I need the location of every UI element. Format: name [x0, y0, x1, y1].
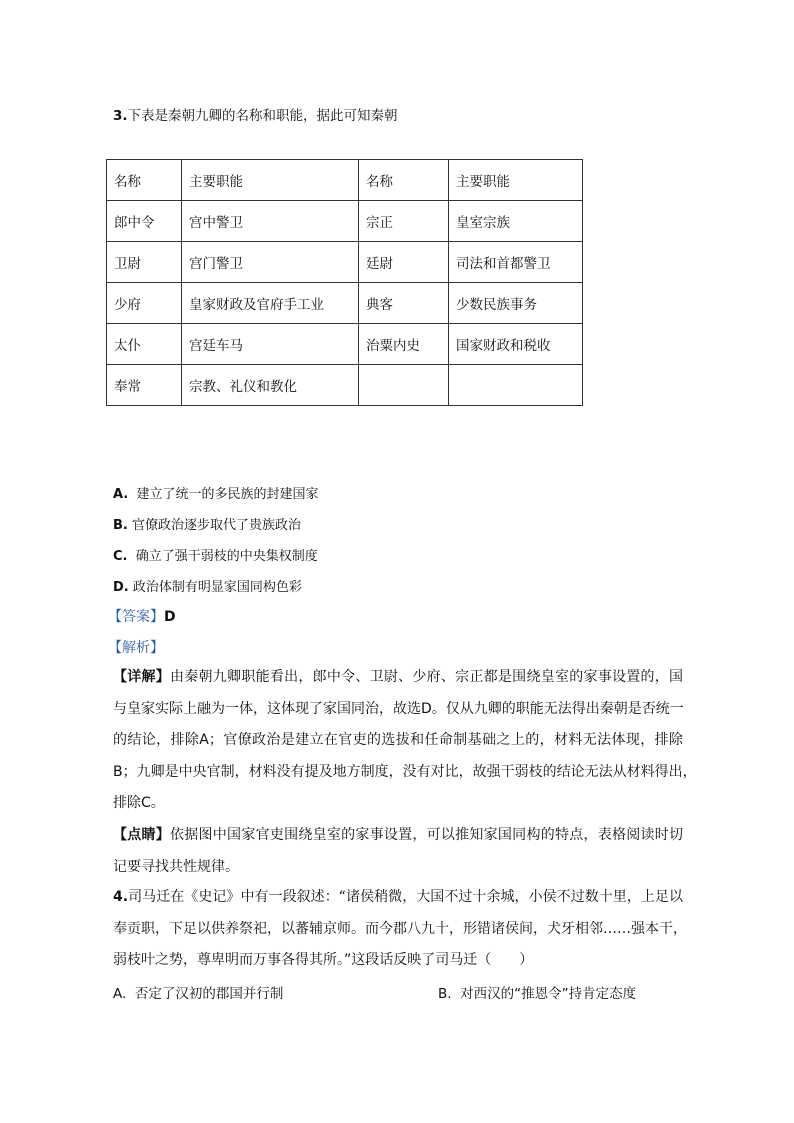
table-cell: 宫门警卫	[182, 242, 359, 283]
option-letter: B.	[438, 986, 452, 1002]
table-cell	[449, 365, 583, 406]
tip-label: 【点睛】	[113, 827, 171, 843]
question-number: 4.	[113, 889, 129, 905]
option-text: 对西汉的“推恩令”持肯定态度	[460, 986, 637, 1002]
table-cell: 少数民族事务	[449, 283, 583, 324]
table-cell: 宗教、礼仪和教化	[182, 365, 359, 406]
table-cell: 少府	[107, 283, 182, 324]
table-cell	[359, 365, 449, 406]
table-cell: 太仆	[107, 324, 182, 365]
option-letter: A.	[113, 986, 127, 1002]
table-cell: 宫廷车马	[182, 324, 359, 365]
q4-line: 4.司马迁在《史记》中有一段叙述：“诸侯稍微，大国不过十余城，小侯不过数十里，上足以	[113, 889, 683, 905]
answer-line	[108, 606, 176, 626]
table-row	[107, 365, 583, 406]
option-letter: B.	[113, 518, 128, 533]
table-cell: 治粟内史	[359, 324, 449, 365]
question-3-stem	[113, 104, 398, 124]
tip-line: 记要寻找共性规律。	[113, 858, 239, 875]
option-text: 否定了汉初的郡国并行制	[134, 986, 284, 1002]
analysis-label: 【解析】	[108, 640, 164, 656]
table-cell: 廷尉	[359, 242, 449, 283]
option-text: 建立了统一的多民族的封建国家	[136, 487, 319, 502]
option-b	[113, 514, 301, 533]
option-letter: D.	[113, 580, 129, 595]
option-text: 官僚政治逐步取代了贵族政治	[132, 518, 302, 533]
option-a	[113, 483, 319, 502]
table-cell: 奉常	[107, 365, 182, 406]
tip-line: 【点睛】依据图中国家官吏围绕皇室的家事设置，可以推知家国同构的特点，表格阅读时切	[113, 827, 684, 843]
table-cell: 典客	[359, 283, 449, 324]
detail-line: 与皇家实际上融为一体，这体现了家国同治，故选D。仅从九卿的职能无法得出秦朝是否统一	[113, 700, 684, 717]
q4-line: 奉贡职，下足以供养祭祀，以蕃辅京师。而今郡八九十，形错诸侯间，犬牙相邻……强本干，	[113, 920, 687, 937]
table-row	[107, 201, 583, 242]
detail-label: 【详解】	[113, 669, 171, 685]
detail-line: 排除C。	[113, 795, 165, 811]
table-header-row	[107, 160, 583, 201]
option-text: 确立了强干弱枝的中央集权制度	[135, 549, 318, 564]
option-d	[113, 576, 302, 595]
question-4-stem	[113, 882, 687, 977]
detail-line: B；九卿是中央官制，材料没有提及地方制度，没有对比，故强干弱枝的结论无法从材料得出，	[113, 763, 697, 780]
table-cell: 卫尉	[107, 242, 182, 283]
q4-line: 弱枝叶之势，尊卑明而万事各得其所。”这段话反映了司马迁（ ）	[113, 952, 534, 968]
table-cell: 宫中警卫	[182, 201, 359, 242]
option-letter: C.	[113, 549, 128, 564]
table-cell: 皇室宗族	[449, 201, 583, 242]
detail-line: 【详解】由秦朝九卿职能看出，郎中令、卫尉、少府、宗正都是围绕皇室的家事设置的，国	[113, 669, 684, 685]
header-cell: 名称	[107, 160, 182, 201]
answer-value: D	[164, 609, 176, 625]
option-c	[113, 545, 318, 564]
tip-paragraph	[113, 820, 683, 883]
nine-ministers-table	[106, 159, 583, 406]
detail-paragraph	[113, 662, 697, 820]
table-cell: 国家财政和税收	[449, 324, 583, 365]
detail-line: 的结论，排除A；官僚政治是建立在官吏的选拔和任命制基础之上的，材料无法体现，排除	[113, 732, 683, 748]
table-row	[107, 242, 583, 283]
table-cell: 皇家财政及官府手工业	[182, 283, 359, 324]
header-cell: 主要职能	[449, 160, 583, 201]
question-number: 3.	[113, 108, 128, 124]
table-row	[107, 324, 583, 365]
option-letter: A.	[113, 487, 129, 502]
table-cell: 郎中令	[107, 201, 182, 242]
question-text: 下表是秦朝九卿的名称和职能，据此可知秦朝	[127, 108, 398, 124]
q4-option-b	[438, 982, 636, 1002]
header-cell: 名称	[359, 160, 449, 201]
option-text: 政治体制有明显家国同构色彩	[132, 580, 302, 595]
q4-option-a	[113, 982, 283, 1002]
table-cell: 宗正	[359, 201, 449, 242]
table-row	[107, 283, 583, 324]
header-cell: 主要职能	[182, 160, 359, 201]
table-cell: 司法和首都警卫	[449, 242, 583, 283]
answer-label: 【答案】	[108, 609, 164, 625]
